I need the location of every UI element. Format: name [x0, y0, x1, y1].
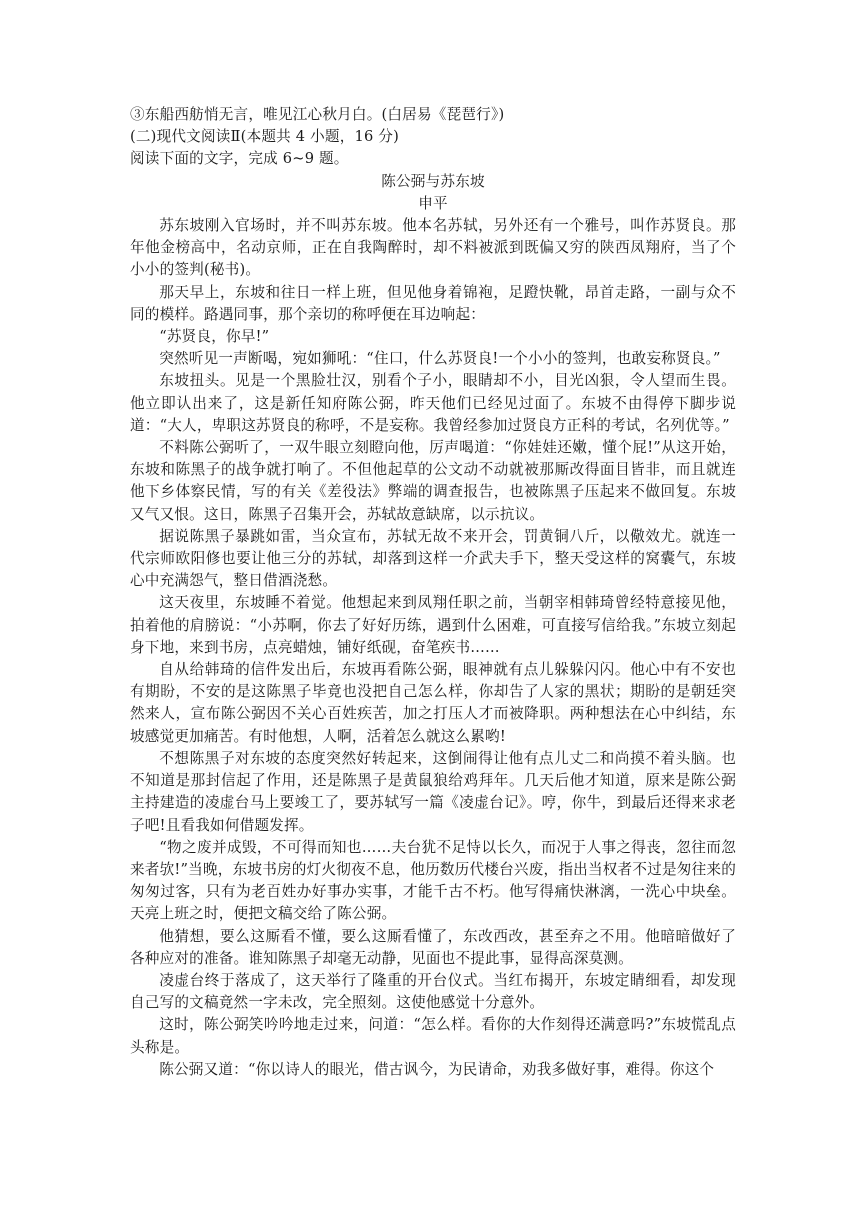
paragraph-4: 突然听见一声断喝，宛如狮吼：“住口，什么苏贤良!一个小小的签判，也敢妄称贤良。”: [159, 350, 721, 368]
paragraph-14: 这时，陈公弼笑吟吟地走过来，问道：“怎么样。看你的大作刻得还满意吗?”东坡慌乱点头称是。: [130, 1016, 736, 1056]
paragraph-11: “物之废并成毁，不可得而知也……夫台犹不足恃以长久，而况于人事之得丧，忽往而忽来者欤!”当晚，东坡书房的灯火彻夜不息，他历数历代楼台兴废，指出当权者不过是匆往来的匆匆过客，只有为老百姓办好事办实事，才能千古不朽。他写得痛快淋漓，一洗心中块垒。天亮上班之时，便把文稿交给了陈公弼。: [130, 838, 736, 923]
article-author: 申平: [418, 194, 448, 212]
document-page: [130, 104, 736, 1081]
paragraph-15: 陈公弼又道：“你以诗人的眼光，借古讽今，为民请命，劝我多做好事，难得。你这个: [159, 1060, 715, 1078]
paragraph-1: 苏东坡刚入官场时，并不叫苏东坡。他本名苏轼，另外还有一个雅号，叫作苏贤良。那年他金榜高中，名动京师，正在自我陶醉时，却不料被派到既偏又穷的陕西凤翔府，当了个小小的签判(秘书)。: [130, 217, 736, 279]
paragraph-13: 凌虚台终于落成了，这天举行了隆重的开台仪式。当红布揭开，东坡定睛细看，却发现自己写的文稿竟然一字未改，完全照刻。这使他感觉十分意外。: [130, 971, 736, 1012]
reading-instruction: 阅读下面的文字，完成 6~9 题。: [130, 150, 349, 168]
paragraph-8: 这天夜里，东坡睡不着觉。他想起来到凤翔任职之前，当朝宰相韩琦曾经特意接见他，拍着他的肩膀说：“小苏啊，你去了好好历练，遇到什么困难，可直接写信给我。”东坡立刻起身下地，来到书房，点亮蜡烛，铺好纸砚，奋笔疾书……: [130, 594, 736, 656]
paragraph-10: 不想陈黑子对东坡的态度突然好转起来，这倒闹得让他有点儿丈二和尚摸不着头脑。也不知道是那封信起了作用，还是陈黑子是黄鼠狼给鸡拜年。几天后他才知道，原来是陈公弼主持建造的凌虚台马上要竣工了，要苏轼写一篇《凌虚台记》。哼，你牛，到最后还得来求老子吧!且看我如何借题发挥。: [130, 749, 736, 834]
paragraph-5: 东坡扭头。见是一个黑脸壮汉，别看个子小，眼睛却不小，目光凶狠，令人望而生畏。他立即认出来了，这是新任知府陈公弼，昨天他们已经见过面了。东坡不由得停下脚步说道：“大人，卑职这苏贤良的称呼，不是妄称。我曾经参加过贤良方正科的考试，名列优等。”: [130, 372, 736, 434]
paragraph-9: 自从给韩琦的信件发出后，东坡再看陈公弼，眼神就有点儿躲躲闪闪。他心中有不安也有期盼，不安的是这陈黑子毕竟也没把自己怎么样，你却告了人家的黑状；期盼的是朝廷突然来人，宣布陈公弼因不关心百姓疾苦，加之打压人才而被降职。两种想法在心中纠结，东坡感觉更加痛苦。有时他想，人啊，活着怎么就这么累哟!: [130, 661, 736, 745]
paragraph-2: 那天早上，东坡和往日一样上班，但见他身着锦袍，足蹬快靴，昂首走路，一副与众不同的模样。路遇同事，那个亲切的称呼便在耳边响起：: [130, 283, 736, 323]
paragraph-7: 据说陈黑子暴跳如雷，当众宣布，苏轼无故不来开会，罚黄铜八斤，以儆效尤。就连一代宗师欧阳修也要让他三分的苏轼，却落到这样一介武夫手下，整天受这样的窝囊气，东坡心中充满怨气，整日借酒浇愁。: [130, 527, 736, 590]
paragraph-12: 他猜想，要么这厮看不懂，要么这厮看懂了，东改西改，甚至弃之不用。他暗暗做好了各种应对的准备。谁知陈黑子却毫无动静，见面也不提此事，显得高深莫测。: [130, 927, 736, 967]
section-heading: (二)现代文阅读Ⅱ(本题共 4 小题，16 分): [130, 128, 399, 146]
paragraph-3: “苏贤良，你早!”: [159, 328, 270, 346]
paragraph-6: 不料陈公弼听了，一双牛眼立刻瞪向他，厉声喝道：“你娃娃还嫩，懂个屁!”从这开始，东坡和陈黑子的战争就打响了。不但他起草的公文动不动就被那厮改得面目皆非，而且就连他下乡体察民情，写的有关《差役法》弊端的调查报告，也被陈黑子压起来不做回复。东坡又气又恨。这日，陈黑子召集开会，苏轼故意缺席，以示抗议。: [130, 439, 736, 523]
article-title: 陈公弼与苏东坡: [381, 172, 485, 190]
poem-line: ③东船西舫悄无言，唯见江心秋月白。(白居易《琵琶行》): [130, 106, 505, 123]
